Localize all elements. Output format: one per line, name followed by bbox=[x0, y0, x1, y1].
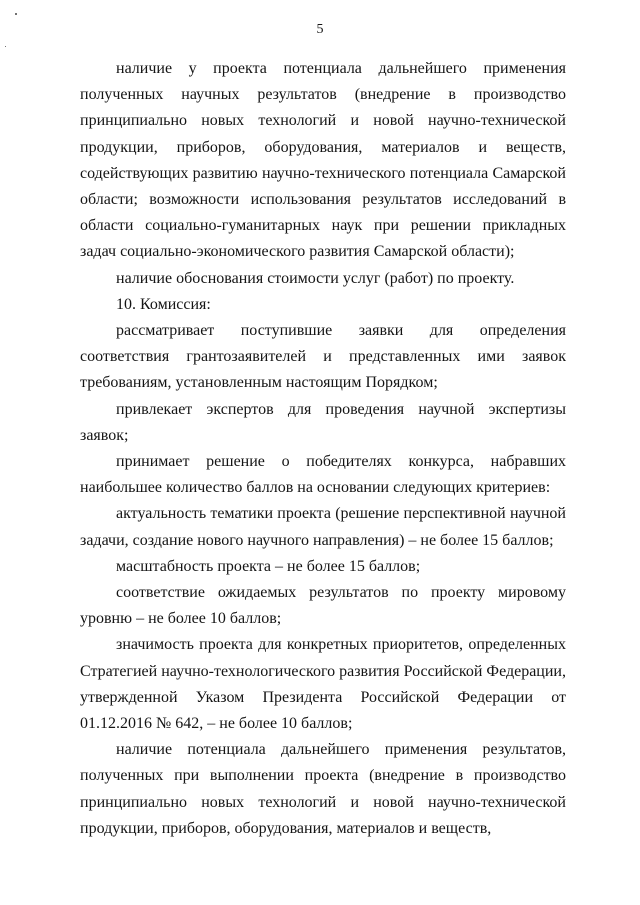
paragraph-decides-winners: принимает решение о победителях конкурса, набравших наибольшее количество баллов на основании следующих критериев: bbox=[80, 453, 566, 497]
criterion-relevance: актуальность тематики проекта (решение перспективной научной задачи, создание нового научного направления) – не более 15 баллов; bbox=[80, 505, 566, 549]
page-number: 5 bbox=[316, 22, 324, 37]
scan-speck bbox=[5, 46, 6, 47]
paragraph-commission-heading: 10. Комиссия: bbox=[116, 295, 211, 313]
document-body bbox=[80, 56, 566, 842]
paragraph-engages-experts: привлекает экспертов для проведения научной экспертизы заявок; bbox=[80, 400, 566, 444]
criterion-strategic-significance: значимость проекта для конкретных приоритетов, определенных Стратегией научно-технологического развития Российской Федерации, утвержденной Указом Президента Российской Федерации от 01.12.2016 № 642, – не более 10 баллов; bbox=[80, 636, 566, 733]
criterion-application-potential: наличие потенциала дальнейшего применения результатов, полученных при выполнении проекта (внедрение в производство принципиально новых технологий и новой научно-технической продукции, приборов, оборудования, материалов и веществ, bbox=[80, 741, 566, 837]
scan-speck bbox=[15, 13, 17, 15]
criterion-scale: масштабность проекта – не более 15 баллов; bbox=[116, 557, 421, 575]
paragraph-cost-justification: наличие обоснования стоимости услуг (работ) по проекту. bbox=[116, 269, 515, 287]
criterion-world-level: соответствие ожидаемых результатов по проекту мировому уровню – не более 10 баллов; bbox=[80, 584, 566, 628]
paragraph-potential-application: наличие у проекта потенциала дальнейшего применения полученных научных результатов (внедрение в производство принципиально новых технологий и новой научно-технической продукции, приборов, оборудования, материалов и веществ, содействующих развитию научно-технического потенциала Самарской области; возможности использования результатов исследований в области социально-гуманитарных наук при решении прикладных задач социально-экономического развития Самарской области); bbox=[80, 60, 566, 261]
paragraph-reviews-applications: рассматривает поступившие заявки для определения соответствия грантозаявителей и представленных ими заявок требованиям, установленным настоящим Порядком; bbox=[80, 322, 566, 392]
